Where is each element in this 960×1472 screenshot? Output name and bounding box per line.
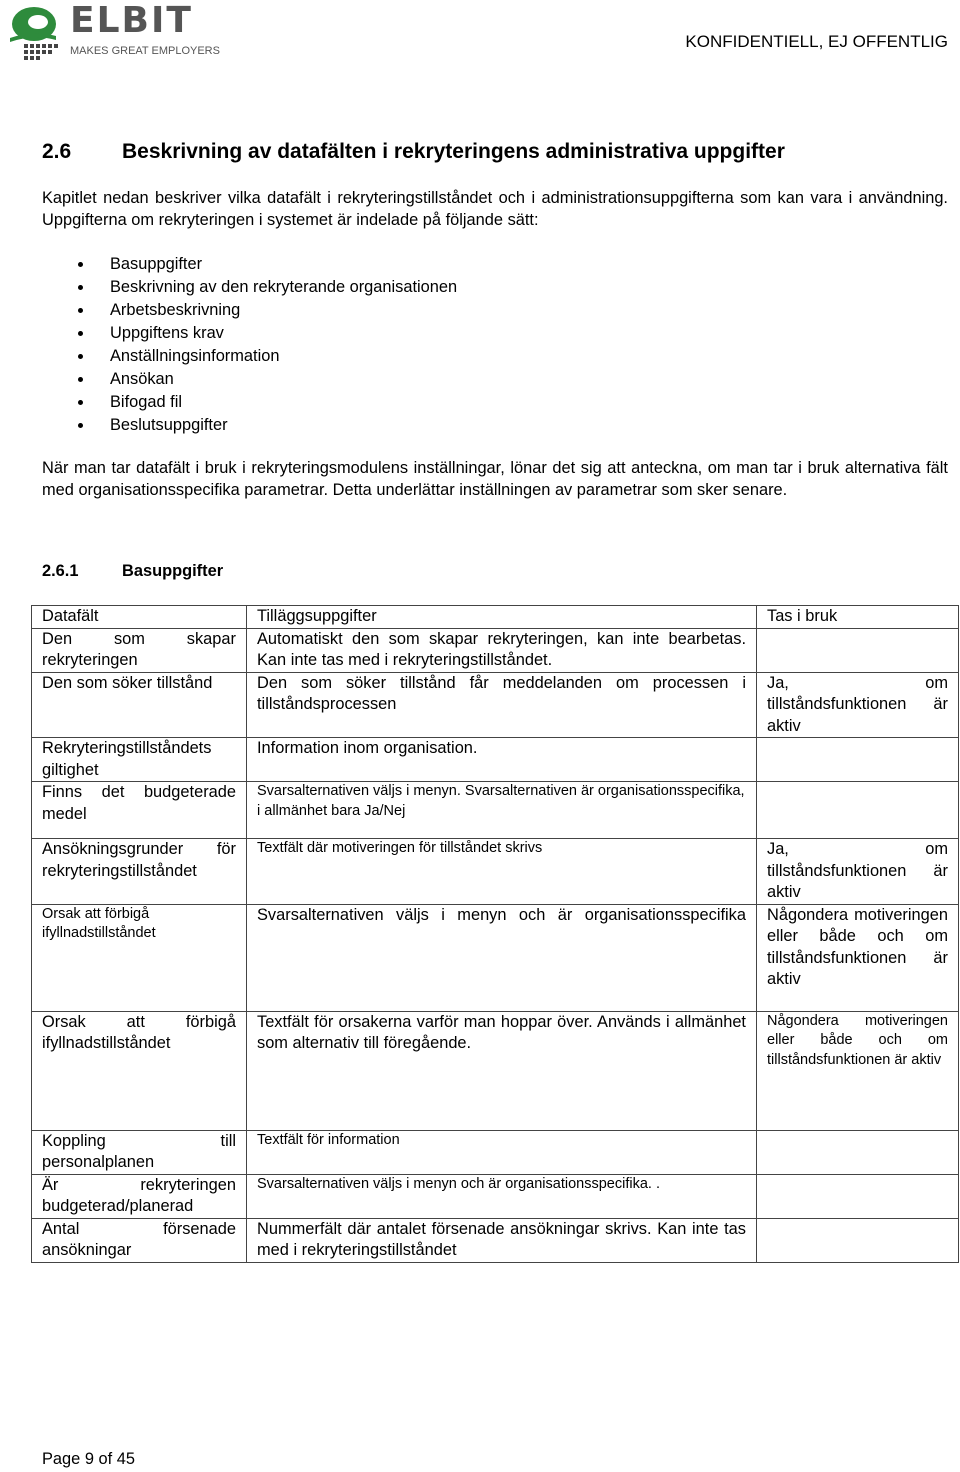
column-header: Datafält [32, 606, 247, 629]
table-cell: Någondera motiveringen eller både och om tillståndsfunktionen är aktiv [757, 1011, 959, 1130]
table-cell [757, 1130, 959, 1174]
elbit-logo [4, 0, 220, 64]
list-item: Bifogad fil [78, 391, 457, 414]
section-heading [42, 140, 785, 164]
table-cell: Nummerfält där antalet försenade ansökningar skrivs. Kan inte tas med i rekryteringstillståndet [247, 1218, 757, 1262]
table-cell: Textfält för orsakerna varför man hoppar över. Används i allmänhet som alternativ till föregående. [247, 1011, 757, 1130]
table-cell: Finns det budgeterade medel [32, 782, 247, 839]
table-cell: Rekryteringstillståndets giltighet [32, 738, 247, 782]
table-row [32, 1130, 959, 1174]
table-cell [757, 628, 959, 672]
table-row [32, 1011, 959, 1130]
table-row [32, 782, 959, 839]
table-cell: Orsak att förbigå ifyllnadstillståndet [32, 1011, 247, 1130]
elbit-logo-mark-icon [4, 4, 68, 64]
table-row [32, 672, 959, 738]
list-item: Basuppgifter [78, 253, 457, 276]
table-cell: Ja, om tillståndsfunktionen är aktiv [757, 672, 959, 738]
list-item: Uppgiftens krav [78, 322, 457, 345]
table-row [32, 738, 959, 782]
table-cell: Orsak att förbigå ifyllnadstillståndet [32, 904, 247, 1011]
table-cell: Den som söker tillstånd får meddelanden om processen i tillståndsprocessen [247, 672, 757, 738]
table-cell: Den som söker tillstånd [32, 672, 247, 738]
list-item: Arbetsbeskrivning [78, 299, 457, 322]
table-row [32, 904, 959, 1011]
section-title: Beskrivning av datafälten i rekryteringens administrativa uppgifter [122, 140, 785, 163]
table-cell: Svarsalternativen väljs i menyn. Svarsalternativen är organisationsspecifika, i allmänhet bara Ja/Nej [247, 782, 757, 839]
note-paragraph: När man tar datafält i bruk i rekryteringsmodulens inställningar, lönar det sig att anteckna, om man tar i bruk alternativa fält med organisationsspecifika parametrar. Detta underlättar inställningen av parametrar som sker senare. [42, 459, 948, 499]
table-cell: Automatiskt den som skapar rekryteringen, kan inte bearbetas. Kan inte tas med i rekryteringstillståndet. [247, 628, 757, 672]
table-cell: Ansökningsgrunder för rekryteringstillståndet [32, 839, 247, 905]
logo-tagline: MAKES GREAT EMPLOYERS [70, 45, 220, 57]
section-number: 2.6 [42, 140, 72, 163]
page-number: Page 9 of 45 [42, 1450, 135, 1468]
table-cell: Koppling till personalplanen [32, 1130, 247, 1174]
list-item: Anställningsinformation [78, 345, 457, 368]
column-header: Tilläggsuppgifter [247, 606, 757, 629]
list-item: Beslutsuppgifter [78, 414, 457, 437]
confidentiality-label: KONFIDENTIELL, EJ OFFENTLIG [685, 32, 948, 51]
subsection-number: 2.6.1 [42, 562, 79, 580]
subsection-title: Basuppgifter [122, 562, 224, 580]
table-cell [757, 1174, 959, 1218]
table-cell [757, 738, 959, 782]
logo-wordmark: ELBIT [70, 0, 193, 41]
table-cell: Ja, om tillståndsfunktionen är aktiv [757, 839, 959, 905]
datafield-table [31, 605, 959, 1263]
table-cell [757, 1218, 959, 1262]
table-cell: Den som skapar rekryteringen [32, 628, 247, 672]
table-cell [757, 782, 959, 839]
list-item: Beskrivning av den rekryterande organisationen [78, 276, 457, 299]
table-row [32, 839, 959, 905]
table-cell: Information inom organisation. [247, 738, 757, 782]
table-cell: Textfält där motiveringen för tillståndet skrivs [247, 839, 757, 905]
table-header-row [32, 606, 959, 629]
table-cell: Svarsalternativen väljs i menyn och är organisationsspecifika. . [247, 1174, 757, 1218]
intro-paragraph: Kapitlet nedan beskriver vilka datafält i rekryteringstillståndet och i administrationsuppgifterna som kan vara i användning. Uppgifterna om rekryteringen i systemet är indelade på följande sätt: [42, 189, 948, 229]
table-cell: Textfält för information [247, 1130, 757, 1174]
table-row [32, 628, 959, 672]
table-row [32, 1218, 959, 1262]
table-cell: Antal försenade ansökningar [32, 1218, 247, 1262]
column-header: Tas i bruk [757, 606, 959, 629]
table-cell: Någondera motiveringen eller både och om tillståndsfunktionen är aktiv [757, 904, 959, 1011]
table-row [32, 1174, 959, 1218]
list-item: Ansökan [78, 368, 457, 391]
subsection-heading [42, 562, 223, 581]
table-cell: Svarsalternativen väljs i menyn och är organisationsspecifika [247, 904, 757, 1011]
table-cell: Är rekryteringen budgeterad/planerad [32, 1174, 247, 1218]
bullet-list [78, 253, 457, 437]
